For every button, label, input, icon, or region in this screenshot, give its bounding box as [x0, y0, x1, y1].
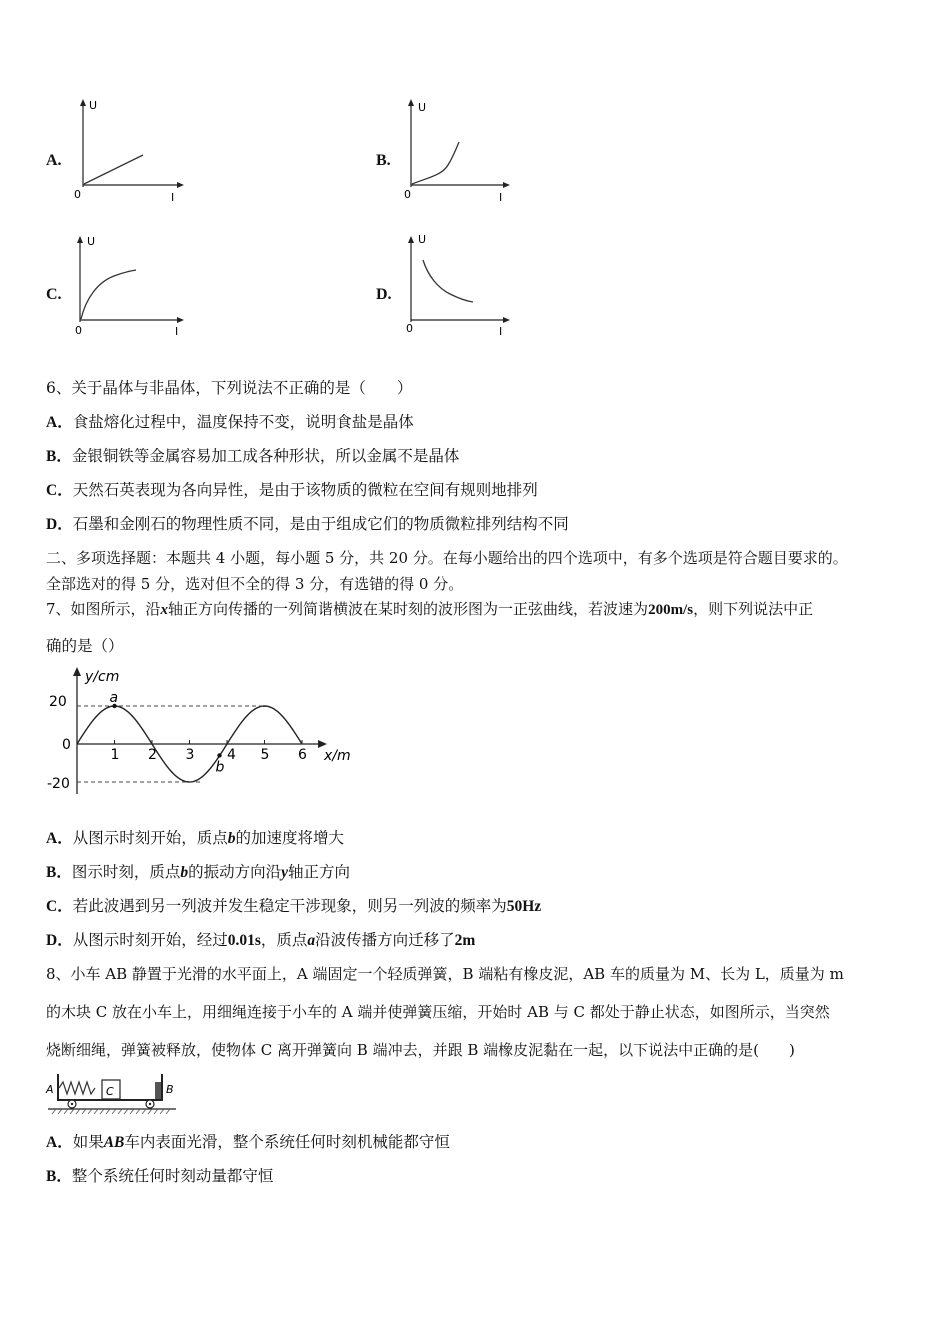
q7-stem-part1: 7、如图所示，沿 [46, 600, 161, 618]
q7-option-c-val: 50Hz [506, 898, 542, 915]
q6-option-d [46, 513, 569, 536]
wave-y-axis-arrow [73, 667, 81, 676]
graph-b-origin: 0 [404, 188, 411, 201]
graph-d-origin: 0 [406, 322, 413, 335]
section2-line2: 全部选对的得 5 分，选对但不全的得 3 分，有选错的得 0 分。 [46, 575, 464, 593]
q7-option-d-val2: 2m [454, 932, 476, 949]
q7-stem-part3: ，则下列说法中正 [693, 600, 814, 618]
graph-b-y-label: U [418, 101, 427, 114]
q7-option-d-post: 沿波传播方向迁移了 [315, 931, 455, 949]
wave-x-tick-label-5: 5 [260, 747, 270, 763]
graph-c [70, 232, 190, 342]
graph-c-x-label: I [175, 325, 179, 338]
graph-d-label: D. [376, 286, 392, 303]
q8-option-a-label: A． [46, 1134, 73, 1151]
q7-option-a-post: 的加速度将增大 [235, 829, 344, 847]
wave-x-label: x/m [324, 748, 351, 764]
q8-option-a-pre: 如果 [72, 1133, 104, 1151]
q6-stem: 6、关于晶体与非晶体，下列说法不正确的是（ ） [46, 379, 413, 397]
q8-option-a-var: AB [103, 1134, 125, 1151]
q6-option-c-label: C． [46, 482, 73, 499]
q7-option-d [46, 929, 475, 952]
graph-a [70, 95, 190, 205]
graph-d-y-label: U [418, 233, 427, 246]
wave-x-tick-label-3: 3 [185, 747, 195, 763]
q7-option-d-label: D． [46, 932, 73, 949]
wave-point-b [217, 753, 221, 757]
graph-c-label: C. [46, 286, 62, 303]
graph-d [398, 232, 518, 342]
q6-option-d-text: 石墨和金刚石的物理性质不同，是由于组成它们的物质微粒排列结构不同 [72, 515, 569, 533]
wave-point-label-b: b [215, 759, 225, 776]
q7-option-b-pre: 图示时刻，质点 [71, 863, 181, 881]
q7-option-b [46, 861, 350, 884]
q7-stem-speed: 200m/s [648, 602, 694, 618]
q6-option-a-text: 食盐熔化过程中，温度保持不变，说明食盐是晶体 [72, 413, 414, 431]
wave-x-tick-label-4: 4 [227, 747, 236, 763]
wave-y-label: y/cm [85, 669, 120, 685]
wave-y-tick-20: 20 [49, 694, 67, 710]
q7-option-b-label: B． [46, 864, 72, 881]
graph-a-x-label: I [171, 191, 175, 204]
q7-option-a [46, 827, 344, 850]
q7-option-b-mid: 的振动方向沿 [188, 863, 282, 881]
q8-option-a [46, 1131, 450, 1154]
q7-option-d-mid: ，质点 [260, 931, 308, 949]
q7-option-a-pre: 从图示时刻开始，质点 [72, 829, 228, 847]
wave-x-axis-arrow [318, 740, 327, 748]
q7-option-b-var2: y [281, 864, 289, 881]
q7-option-b-var: b [180, 864, 189, 881]
q7-option-d-var: a [307, 932, 316, 949]
q6-option-a-label: A． [46, 414, 73, 431]
wave-x-tick-label-1: 1 [110, 747, 120, 763]
graph-c-y-label: U [87, 235, 96, 248]
q6-option-b-text: 金银铜铁等金属容易加工成各种形状，所以金属不是晶体 [71, 447, 460, 465]
q8-stem-line2: 的木块 C 放在小车上，用细绳连接于小车的 A 端并使弹簧压缩，开始时 AB 与 C 都处于静止状态，如图所示，当突然 [46, 1003, 830, 1021]
q8-stem-line1: 8、小车 AB 静置于光滑的水平面上，A 端固定一个轻质弹簧，B 端粘有橡皮泥，AB 车的质量为 M、长为 L，质量为 m [46, 965, 844, 983]
q8-option-b [46, 1165, 273, 1188]
q8-label-c: C [106, 1085, 114, 1098]
wave-y-tick-neg20: -20 [47, 776, 70, 792]
q7-option-d-pre: 从图示时刻开始，经过 [72, 931, 228, 949]
q7-option-b-post: 轴正方向 [288, 863, 351, 881]
q8-option-b-label: B． [46, 1168, 72, 1185]
graph-d-x-label: I [499, 325, 503, 338]
graph-b-x-label: I [499, 191, 503, 204]
q8-label-b: B [166, 1083, 174, 1096]
q8-option-b-pre: 整个系统任何时刻动量都守恒 [71, 1167, 274, 1185]
graph-c-origin: 0 [75, 324, 82, 337]
q6-option-b [46, 445, 459, 468]
q6-option-b-label: B． [46, 448, 72, 465]
q7-option-c-label: C． [46, 898, 73, 915]
q7-option-a-var: b [227, 830, 236, 847]
q7-option-c [46, 895, 541, 918]
q6-option-a [46, 411, 414, 434]
graph-a-y-label: U [89, 99, 98, 112]
wave-y-tick-0: 0 [62, 737, 71, 753]
q7-option-c-pre: 若此波遇到另一列波并发生稳定干涉现象，则另一列波的频率为 [72, 897, 507, 915]
q6-option-c-text: 天然石英表现为各向异性，是由于该物质的微粒在空间有规则地排列 [72, 481, 538, 499]
q8-option-a-post: 车内表面光滑，整个系统任何时刻机械能都守恒 [124, 1133, 450, 1151]
wave-point-label-a: a [109, 690, 119, 706]
wave-x-tick-label-6: 6 [298, 747, 307, 763]
q6-option-d-label: D． [46, 516, 73, 533]
q7-option-d-val: 0.01s [227, 932, 261, 949]
wave-x-tick-label-2: 2 [148, 747, 157, 763]
q8-stem-line3: 烧断细绳，弹簧被释放，使物体 C 离开弹簧向 B 端冲去，并跟 B 端橡皮泥黏在一起，以下说法中正确的是( ) [46, 1041, 795, 1059]
graph-b-label: B. [376, 152, 391, 169]
q7-stem-line2: 确的是（） [46, 637, 124, 655]
q7-wave-chart [40, 664, 370, 808]
q7-stem-part2: 轴正方向传播的一列简谐横波在某时刻的波形图为一正弦曲线，若波速为 [168, 600, 649, 618]
q7-option-a-label: A． [46, 830, 73, 847]
q7-stem-x: x [160, 602, 169, 618]
q8-cart-figure [44, 1068, 184, 1120]
graph-b [398, 95, 518, 205]
q6-option-c [46, 479, 538, 502]
q7-stem-line1 [46, 598, 813, 621]
section2-line1: 二、多项选择题：本题共 4 小题，每小题 5 分，共 20 分。在每小题给出的四个选项中，有多个选项是符合题目要求的。 [46, 549, 848, 567]
graph-a-origin: 0 [74, 188, 81, 201]
q8-label-a: A [46, 1083, 54, 1096]
graph-a-label: A. [46, 152, 62, 169]
